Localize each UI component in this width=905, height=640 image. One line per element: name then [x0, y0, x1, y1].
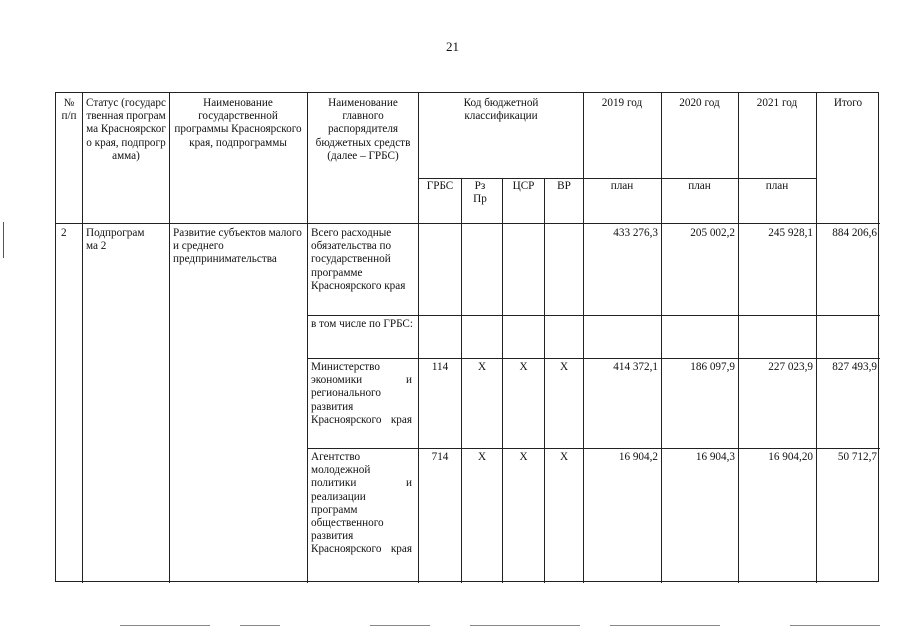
line-label: Всего расходные обязательства по государственной программе Красноярского края — [311, 227, 406, 292]
header-program-name: Наименование государственной программы Красноярского края, подпрограммы — [174, 97, 302, 149]
header-plan-2020: план — [688, 180, 711, 192]
grid-line — [307, 448, 880, 449]
code-vr: Х — [559, 361, 569, 373]
grid-line — [169, 93, 170, 583]
header-grbs: ГРБС — [426, 180, 454, 192]
code-rzpr: Х — [477, 451, 487, 463]
value-2020: 205 002,2 — [690, 227, 735, 239]
value-2021: 16 904,20 — [768, 451, 813, 463]
grid-line — [307, 315, 880, 316]
grid-line — [583, 93, 584, 583]
code-rzpr: Х — [477, 361, 487, 373]
code-grbs: 714 — [431, 451, 449, 463]
grid-line — [461, 178, 462, 583]
value-2021: 245 928,1 — [768, 227, 813, 239]
header-num: № п/п — [61, 97, 77, 123]
line-label: Агентство молодежной политики и реализации программ общественного развития Красноярского края — [311, 451, 412, 556]
value-2019: 433 276,3 — [613, 227, 658, 239]
header-grbs-name: Наименование главного распорядителя бюджетных средств (далее – ГРБС) — [315, 97, 411, 162]
scan-margin-mark — [3, 222, 4, 258]
header-rzpr: Рз Пр — [473, 180, 487, 206]
scan-artifact — [790, 625, 880, 626]
grid-line — [816, 93, 817, 583]
budget-table — [55, 92, 879, 582]
code-grbs: 114 — [431, 361, 449, 373]
value-2019: 414 372,1 — [613, 361, 658, 373]
header-budget-code: Код бюджетной классификации — [463, 97, 539, 123]
code-csr: Х — [519, 451, 528, 463]
grid-line — [82, 93, 83, 583]
row-number: 2 — [61, 227, 67, 239]
row-status: Подпрограмма 2 — [86, 227, 145, 253]
grid-line — [307, 358, 880, 359]
grid-line — [418, 178, 816, 179]
grid-line — [418, 93, 419, 583]
header-status: Статус (государственная программа Красноярского края, подпрограмма) — [86, 97, 166, 162]
header-csr: ЦСР — [512, 180, 535, 192]
code-csr: Х — [519, 361, 528, 373]
scan-artifact — [120, 625, 210, 626]
header-plan-2019: план — [610, 180, 634, 192]
value-total: 884 206,6 — [832, 227, 877, 239]
value-2019: 16 904,2 — [618, 451, 658, 463]
grid-line — [502, 178, 503, 583]
grid-line — [56, 223, 880, 224]
grid-line — [661, 93, 662, 583]
line-label: в том числе по ГРБС: — [311, 318, 413, 330]
header-year-2019: 2019 год — [601, 97, 643, 109]
code-vr: Х — [559, 451, 569, 463]
scan-artifact — [370, 625, 430, 626]
value-2021: 227 023,9 — [768, 361, 813, 373]
value-2020: 16 904,3 — [695, 451, 735, 463]
scan-artifact — [610, 625, 720, 626]
scan-artifact — [470, 625, 580, 626]
row-program-name: Развитие субъектов малого и среднего предпринимательства — [173, 227, 302, 266]
value-total: 827 493,9 — [832, 361, 877, 373]
line-label: Министерство экономики и регионального развития Красноярского края — [311, 361, 412, 426]
grid-line — [738, 93, 739, 583]
value-2020: 186 097,9 — [690, 361, 735, 373]
grid-line — [544, 178, 545, 583]
page-number: 21 — [446, 39, 459, 54]
scan-artifact — [240, 625, 280, 626]
header-year-2020: 2020 год — [679, 97, 720, 109]
grid-line — [307, 93, 308, 583]
header-year-2021: 2021 год — [756, 97, 798, 109]
header-plan-2021: план — [765, 180, 789, 192]
header-total: Итого — [833, 97, 863, 109]
header-vr: ВР — [557, 180, 571, 192]
value-total: 50 712,7 — [837, 451, 877, 463]
